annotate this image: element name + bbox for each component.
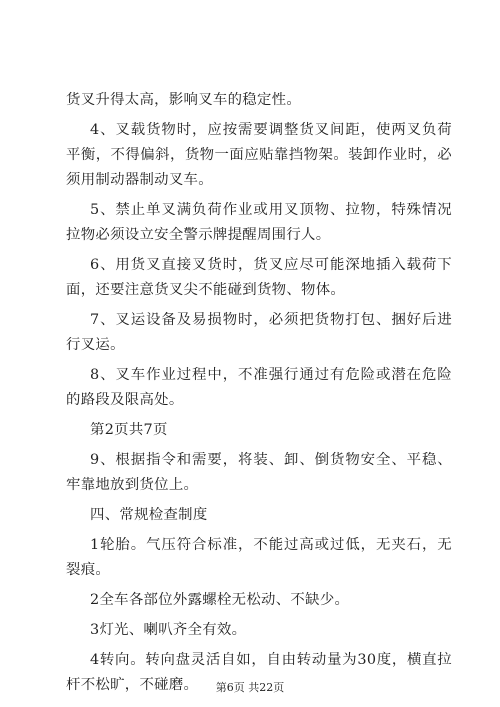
paragraph-4: 6、用货叉直接叉货时，货叉应尽可能深地插入载荷下面，还要注意货叉尖不能碰到货物、物体。 xyxy=(66,257,452,298)
checklist-item-1: 1轮胎。气压符合标准，不能过高或过低，无夹石，无裂痕。 xyxy=(66,537,452,578)
paragraph-3: 5、禁止单叉满负荷作业或用叉顶物、拉物，特殊情况拉物必须设立安全警示牌提醒周围行人。 xyxy=(66,202,452,243)
document-body xyxy=(66,88,452,703)
paragraph-1: 货叉升得太高，影响叉车的稳定性。 xyxy=(66,92,302,108)
paragraph-6: 8、叉车作业过程中，不准强行通过有危险或潜在危险的路段及限高处。 xyxy=(66,367,452,408)
paragraph-7: 9、根据指令和需要，将装、卸、倒货物安全、平稳、牢靠地放到货位上。 xyxy=(66,452,452,493)
inline-page-marker: 第2页共7页 xyxy=(90,422,168,438)
paragraph-5: 7、叉运设备及易损物时，必须把货物打包、捆好后进行叉运。 xyxy=(66,312,452,353)
page-footer: 第6页 共22页 xyxy=(215,681,285,694)
section-heading: 四、常规检查制度 xyxy=(90,507,208,523)
checklist-item-3: 3灯光、喇叭齐全有效。 xyxy=(90,622,247,638)
checklist-item-4: 4转向。转向盘灵活自如，自由转动量为30度，横直拉杆不松旷，不碰磨。 xyxy=(66,652,452,693)
paragraph-2: 4、叉载货物时，应按需要调整货叉间距，使两叉负荷平衡，不得偏斜，货物一面应贴靠挡物架。装卸作业时，必须用制动器制动叉车。 xyxy=(66,122,452,188)
checklist-item-2: 2全车各部位外露螺栓无松动、不缺少。 xyxy=(90,592,350,608)
